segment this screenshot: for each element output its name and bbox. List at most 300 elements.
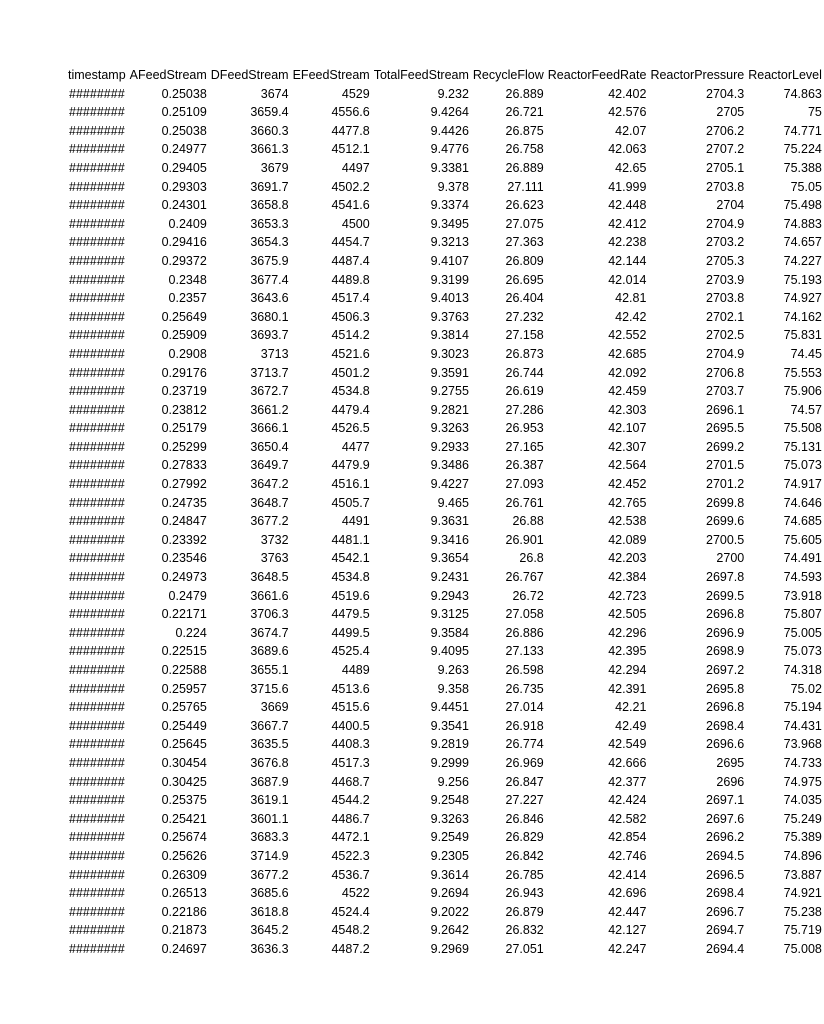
total-feed-stream-cell[interactable]: 9.2694 xyxy=(430,886,469,901)
reactor-pressure-cell[interactable]: 2699.2 xyxy=(706,439,745,454)
a-feed-stream-cell[interactable]: 0.25909 xyxy=(161,328,207,343)
reactor-pressure-cell[interactable]: 2696.5 xyxy=(706,867,745,882)
d-feed-stream-cell[interactable]: 3677.4 xyxy=(250,272,289,287)
recycle-flow-cell[interactable]: 26.847 xyxy=(505,774,544,789)
total-feed-stream-cell[interactable]: 9.263 xyxy=(437,663,469,677)
reactor-pressure-cell[interactable]: 2701.5 xyxy=(706,458,745,473)
total-feed-stream-cell[interactable]: 9.2305 xyxy=(430,848,469,863)
recycle-flow-cell[interactable]: 27.227 xyxy=(505,793,544,808)
recycle-flow-cell[interactable]: 26.72 xyxy=(512,588,544,603)
reactor-pressure-cell[interactable]: 2703.8 xyxy=(706,179,745,194)
a-feed-stream-cell[interactable]: 0.26513 xyxy=(161,886,207,901)
timestamp-cell[interactable]: ######## xyxy=(69,923,125,938)
reactor-feed-rate-cell[interactable]: 42.203 xyxy=(608,551,647,566)
reactor-level-cell[interactable]: 75.389 xyxy=(783,830,822,845)
timestamp-cell[interactable]: ######## xyxy=(69,755,125,770)
total-feed-stream-cell[interactable]: 9.3213 xyxy=(430,235,469,250)
d-feed-stream-cell[interactable]: 3618.8 xyxy=(250,904,289,919)
e-feed-stream-cell[interactable]: 4556.6 xyxy=(331,105,370,120)
reactor-pressure-cell[interactable]: 2703.2 xyxy=(706,235,745,250)
reactor-level-cell[interactable]: 75.008 xyxy=(783,941,822,956)
timestamp-cell[interactable]: ######## xyxy=(69,179,125,194)
a-feed-stream-cell[interactable]: 0.24973 xyxy=(161,570,207,585)
a-feed-stream-cell[interactable]: 0.25645 xyxy=(161,737,207,752)
d-feed-stream-cell[interactable]: 3645.2 xyxy=(250,923,289,938)
timestamp-cell[interactable]: ######## xyxy=(69,532,125,547)
timestamp-cell[interactable]: ######## xyxy=(69,607,125,622)
total-feed-stream-cell[interactable]: 9.2022 xyxy=(430,904,469,919)
reactor-pressure-cell[interactable]: 2703.7 xyxy=(706,384,745,399)
reactor-feed-rate-cell[interactable]: 42.395 xyxy=(608,644,647,659)
e-feed-stream-cell[interactable]: 4497 xyxy=(341,160,370,175)
e-feed-stream-cell[interactable]: 4534.8 xyxy=(331,570,370,585)
e-feed-stream-cell[interactable]: 4521.6 xyxy=(331,346,370,361)
recycle-flow-cell[interactable]: 26.889 xyxy=(505,86,544,101)
total-feed-stream-cell[interactable]: 9.4107 xyxy=(430,253,469,268)
a-feed-stream-cell[interactable]: 0.24977 xyxy=(161,142,207,157)
reactor-feed-rate-cell[interactable]: 42.666 xyxy=(608,755,647,770)
reactor-feed-rate-cell[interactable]: 42.576 xyxy=(608,105,647,120)
reactor-pressure-cell[interactable]: 2700.5 xyxy=(706,532,745,547)
reactor-pressure-cell[interactable]: 2706.8 xyxy=(706,365,745,380)
a-feed-stream-cell[interactable]: 0.23812 xyxy=(161,402,207,417)
e-feed-stream-cell[interactable]: 4472.1 xyxy=(331,830,370,845)
a-feed-stream-cell[interactable]: 0.23546 xyxy=(161,551,207,566)
recycle-flow-cell[interactable]: 27.165 xyxy=(505,439,544,454)
total-feed-stream-cell[interactable]: 9.2933 xyxy=(430,439,469,454)
e-feed-stream-cell[interactable]: 4505.7 xyxy=(331,495,370,510)
a-feed-stream-cell[interactable]: 0.2348 xyxy=(168,272,207,287)
reactor-level-cell[interactable]: 73.887 xyxy=(783,867,822,882)
e-feed-stream-cell[interactable]: 4541.6 xyxy=(331,198,370,213)
a-feed-stream-cell[interactable]: 0.29372 xyxy=(161,253,207,268)
reactor-level-cell[interactable]: 74.863 xyxy=(783,86,822,101)
timestamp-cell[interactable]: ######## xyxy=(69,681,125,696)
timestamp-cell[interactable]: ######## xyxy=(69,830,125,845)
e-feed-stream-cell[interactable]: 4516.1 xyxy=(331,477,370,492)
a-feed-stream-cell[interactable]: 0.224 xyxy=(175,625,207,640)
total-feed-stream-cell[interactable]: 9.2548 xyxy=(430,793,469,808)
reactor-pressure-cell[interactable]: 2704.3 xyxy=(706,86,745,101)
recycle-flow-cell[interactable]: 27.014 xyxy=(505,700,544,715)
reactor-pressure-cell[interactable]: 2696 xyxy=(716,774,745,789)
recycle-flow-cell[interactable]: 26.598 xyxy=(505,663,544,677)
d-feed-stream-cell[interactable]: 3683.3 xyxy=(250,830,289,845)
total-feed-stream-cell[interactable]: 9.4426 xyxy=(430,123,469,138)
total-feed-stream-cell[interactable]: 9.3495 xyxy=(430,216,469,231)
a-feed-stream-cell[interactable]: 0.25957 xyxy=(161,681,207,696)
reactor-level-cell[interactable]: 74.45 xyxy=(790,346,822,361)
reactor-feed-rate-cell[interactable]: 42.391 xyxy=(608,681,647,696)
a-feed-stream-cell[interactable]: 0.22515 xyxy=(161,644,207,659)
timestamp-cell[interactable]: ######## xyxy=(69,644,125,659)
d-feed-stream-cell[interactable]: 3653.3 xyxy=(250,216,289,231)
a-feed-stream-cell[interactable]: 0.29303 xyxy=(161,179,207,194)
total-feed-stream-cell[interactable]: 9.2819 xyxy=(430,737,469,752)
reactor-feed-rate-cell[interactable]: 42.296 xyxy=(608,625,647,640)
recycle-flow-cell[interactable]: 26.758 xyxy=(505,142,544,157)
recycle-flow-cell[interactable]: 27.363 xyxy=(505,235,544,250)
e-feed-stream-cell[interactable]: 4486.7 xyxy=(331,811,370,826)
reactor-level-cell[interactable]: 74.657 xyxy=(783,235,822,250)
reactor-feed-rate-cell[interactable]: 42.412 xyxy=(608,216,647,231)
reactor-feed-rate-cell[interactable]: 42.21 xyxy=(615,700,647,715)
reactor-pressure-cell[interactable]: 2704.9 xyxy=(706,216,745,231)
a-feed-stream-cell[interactable]: 0.29176 xyxy=(161,365,207,380)
column-header-total-feed-stream[interactable]: TotalFeedStream xyxy=(373,68,469,82)
e-feed-stream-cell[interactable]: 4500 xyxy=(341,216,370,231)
total-feed-stream-cell[interactable]: 9.378 xyxy=(437,179,469,194)
timestamp-cell[interactable]: ######## xyxy=(69,495,125,510)
reactor-level-cell[interactable]: 75.073 xyxy=(783,644,822,659)
d-feed-stream-cell[interactable]: 3713.7 xyxy=(250,365,289,380)
e-feed-stream-cell[interactable]: 4491 xyxy=(341,514,370,529)
timestamp-cell[interactable]: ######## xyxy=(69,402,125,417)
reactor-pressure-cell[interactable]: 2705 xyxy=(716,105,745,120)
a-feed-stream-cell[interactable]: 0.25038 xyxy=(161,86,207,101)
timestamp-cell[interactable]: ######## xyxy=(69,793,125,808)
d-feed-stream-cell[interactable]: 3648.5 xyxy=(250,570,289,585)
d-feed-stream-cell[interactable]: 3601.1 xyxy=(250,811,289,826)
reactor-level-cell[interactable]: 75.05 xyxy=(790,179,822,194)
reactor-level-cell[interactable]: 75.194 xyxy=(783,700,822,715)
a-feed-stream-cell[interactable]: 0.27833 xyxy=(161,458,207,473)
timestamp-cell[interactable]: ######## xyxy=(69,235,125,250)
a-feed-stream-cell[interactable]: 0.25765 xyxy=(161,700,207,715)
a-feed-stream-cell[interactable]: 0.25299 xyxy=(161,439,207,454)
e-feed-stream-cell[interactable]: 4548.2 xyxy=(331,923,370,938)
a-feed-stream-cell[interactable]: 0.25674 xyxy=(161,830,207,845)
timestamp-cell[interactable]: ######## xyxy=(69,198,125,213)
total-feed-stream-cell[interactable]: 9.2755 xyxy=(430,384,469,399)
reactor-feed-rate-cell[interactable]: 42.452 xyxy=(608,477,647,492)
reactor-pressure-cell[interactable]: 2696.7 xyxy=(706,904,745,919)
timestamp-cell[interactable]: ######## xyxy=(69,291,125,306)
recycle-flow-cell[interactable]: 26.889 xyxy=(505,160,544,175)
a-feed-stream-cell[interactable]: 0.22171 xyxy=(161,607,207,622)
total-feed-stream-cell[interactable]: 9.2549 xyxy=(430,830,469,845)
e-feed-stream-cell[interactable]: 4522 xyxy=(341,886,370,901)
timestamp-cell[interactable]: ######## xyxy=(69,328,125,343)
reactor-feed-rate-cell[interactable]: 42.414 xyxy=(608,867,647,882)
timestamp-cell[interactable]: ######## xyxy=(69,663,125,677)
a-feed-stream-cell[interactable]: 0.25109 xyxy=(161,105,207,120)
total-feed-stream-cell[interactable]: 9.2821 xyxy=(430,402,469,417)
recycle-flow-cell[interactable]: 26.623 xyxy=(505,198,544,213)
d-feed-stream-cell[interactable]: 3693.7 xyxy=(250,328,289,343)
reactor-level-cell[interactable]: 75.719 xyxy=(783,923,822,938)
a-feed-stream-cell[interactable]: 0.25375 xyxy=(161,793,207,808)
total-feed-stream-cell[interactable]: 9.3125 xyxy=(430,607,469,622)
reactor-feed-rate-cell[interactable]: 42.538 xyxy=(608,514,647,529)
e-feed-stream-cell[interactable]: 4501.2 xyxy=(331,365,370,380)
reactor-feed-rate-cell[interactable]: 42.014 xyxy=(608,272,647,287)
d-feed-stream-cell[interactable]: 3661.2 xyxy=(250,402,289,417)
reactor-level-cell[interactable]: 75.224 xyxy=(783,142,822,157)
reactor-feed-rate-cell[interactable]: 42.307 xyxy=(608,439,647,454)
timestamp-cell[interactable]: ######## xyxy=(69,458,125,473)
reactor-level-cell[interactable]: 74.975 xyxy=(783,774,822,789)
a-feed-stream-cell[interactable]: 0.25449 xyxy=(161,718,207,733)
total-feed-stream-cell[interactable]: 9.4264 xyxy=(430,105,469,120)
d-feed-stream-cell[interactable]: 3676.8 xyxy=(250,755,289,770)
e-feed-stream-cell[interactable]: 4519.6 xyxy=(331,588,370,603)
a-feed-stream-cell[interactable]: 0.24301 xyxy=(161,198,207,213)
total-feed-stream-cell[interactable]: 9.3374 xyxy=(430,198,469,213)
reactor-level-cell[interactable]: 74.318 xyxy=(783,663,822,677)
reactor-level-cell[interactable]: 75.605 xyxy=(783,532,822,547)
reactor-feed-rate-cell[interactable]: 42.459 xyxy=(608,384,647,399)
a-feed-stream-cell[interactable]: 0.26309 xyxy=(161,867,207,882)
a-feed-stream-cell[interactable]: 0.29416 xyxy=(161,235,207,250)
recycle-flow-cell[interactable]: 27.058 xyxy=(505,607,544,622)
reactor-level-cell[interactable]: 74.883 xyxy=(783,216,822,231)
timestamp-cell[interactable]: ######## xyxy=(69,848,125,863)
recycle-flow-cell[interactable]: 26.918 xyxy=(505,718,544,733)
reactor-level-cell[interactable]: 74.921 xyxy=(783,886,822,901)
e-feed-stream-cell[interactable]: 4479.9 xyxy=(331,458,370,473)
d-feed-stream-cell[interactable]: 3666.1 xyxy=(250,421,289,436)
recycle-flow-cell[interactable]: 26.842 xyxy=(505,848,544,863)
total-feed-stream-cell[interactable]: 9.4227 xyxy=(430,477,469,492)
timestamp-cell[interactable]: ######## xyxy=(69,700,125,715)
reactor-pressure-cell[interactable]: 2697.2 xyxy=(706,663,745,677)
reactor-level-cell[interactable]: 74.685 xyxy=(783,514,822,529)
reactor-level-cell[interactable]: 75.238 xyxy=(783,904,822,919)
reactor-pressure-cell[interactable]: 2696.8 xyxy=(706,700,745,715)
reactor-level-cell[interactable]: 74.162 xyxy=(783,309,822,324)
a-feed-stream-cell[interactable]: 0.22186 xyxy=(161,904,207,919)
recycle-flow-cell[interactable]: 26.875 xyxy=(505,123,544,138)
total-feed-stream-cell[interactable]: 9.2431 xyxy=(430,570,469,585)
recycle-flow-cell[interactable]: 26.735 xyxy=(505,681,544,696)
reactor-pressure-cell[interactable]: 2704 xyxy=(716,198,745,213)
reactor-pressure-cell[interactable]: 2697.1 xyxy=(706,793,745,808)
total-feed-stream-cell[interactable]: 9.2943 xyxy=(430,588,469,603)
e-feed-stream-cell[interactable]: 4477.8 xyxy=(331,123,370,138)
d-feed-stream-cell[interactable]: 3647.2 xyxy=(250,477,289,492)
recycle-flow-cell[interactable]: 26.744 xyxy=(505,365,544,380)
a-feed-stream-cell[interactable]: 0.25626 xyxy=(161,848,207,863)
recycle-flow-cell[interactable]: 26.886 xyxy=(505,625,544,640)
a-feed-stream-cell[interactable]: 0.2409 xyxy=(168,216,207,231)
reactor-feed-rate-cell[interactable]: 41.999 xyxy=(608,179,647,194)
d-feed-stream-cell[interactable]: 3732 xyxy=(260,532,289,547)
recycle-flow-cell[interactable]: 27.232 xyxy=(505,309,544,324)
timestamp-cell[interactable]: ######## xyxy=(69,477,125,492)
recycle-flow-cell[interactable]: 27.051 xyxy=(505,941,544,956)
e-feed-stream-cell[interactable]: 4526.5 xyxy=(331,421,370,436)
reactor-level-cell[interactable]: 74.733 xyxy=(783,755,822,770)
e-feed-stream-cell[interactable]: 4487.2 xyxy=(331,941,370,956)
reactor-feed-rate-cell[interactable]: 42.564 xyxy=(608,458,647,473)
timestamp-cell[interactable]: ######## xyxy=(69,941,125,956)
timestamp-cell[interactable]: ######## xyxy=(69,346,125,361)
e-feed-stream-cell[interactable]: 4544.2 xyxy=(331,793,370,808)
a-feed-stream-cell[interactable]: 0.25038 xyxy=(161,123,207,138)
reactor-feed-rate-cell[interactable]: 42.582 xyxy=(608,811,647,826)
column-header-recycle-flow[interactable]: RecycleFlow xyxy=(472,68,544,82)
reactor-level-cell[interactable]: 75.02 xyxy=(790,681,822,696)
total-feed-stream-cell[interactable]: 9.3486 xyxy=(430,458,469,473)
recycle-flow-cell[interactable]: 26.846 xyxy=(505,811,544,826)
reactor-feed-rate-cell[interactable]: 42.402 xyxy=(608,86,647,101)
reactor-level-cell[interactable]: 74.771 xyxy=(783,123,822,138)
reactor-feed-rate-cell[interactable]: 42.552 xyxy=(608,328,647,343)
a-feed-stream-cell[interactable]: 0.22588 xyxy=(161,663,207,677)
reactor-pressure-cell[interactable]: 2696.6 xyxy=(706,737,745,752)
reactor-feed-rate-cell[interactable]: 42.07 xyxy=(615,123,647,138)
a-feed-stream-cell[interactable]: 0.2479 xyxy=(168,588,207,603)
d-feed-stream-cell[interactable]: 3649.7 xyxy=(250,458,289,473)
recycle-flow-cell[interactable]: 26.695 xyxy=(505,272,544,287)
timestamp-cell[interactable]: ######## xyxy=(69,737,125,752)
d-feed-stream-cell[interactable]: 3658.8 xyxy=(250,198,289,213)
total-feed-stream-cell[interactable]: 9.3631 xyxy=(430,514,469,529)
a-feed-stream-cell[interactable]: 0.29405 xyxy=(161,160,207,175)
recycle-flow-cell[interactable]: 26.767 xyxy=(505,570,544,585)
reactor-pressure-cell[interactable]: 2695.5 xyxy=(706,421,745,436)
a-feed-stream-cell[interactable]: 0.24697 xyxy=(161,941,207,956)
d-feed-stream-cell[interactable]: 3674 xyxy=(260,86,289,101)
reactor-level-cell[interactable]: 73.968 xyxy=(783,737,822,752)
d-feed-stream-cell[interactable]: 3635.5 xyxy=(250,737,289,752)
e-feed-stream-cell[interactable]: 4479.5 xyxy=(331,607,370,622)
reactor-level-cell[interactable]: 75.831 xyxy=(783,328,822,343)
reactor-pressure-cell[interactable]: 2697.8 xyxy=(706,570,745,585)
d-feed-stream-cell[interactable]: 3661.6 xyxy=(250,588,289,603)
timestamp-cell[interactable]: ######## xyxy=(69,774,125,789)
timestamp-cell[interactable]: ######## xyxy=(69,551,125,566)
total-feed-stream-cell[interactable]: 9.3814 xyxy=(430,328,469,343)
a-feed-stream-cell[interactable]: 0.24847 xyxy=(161,514,207,529)
total-feed-stream-cell[interactable]: 9.256 xyxy=(437,774,469,789)
e-feed-stream-cell[interactable]: 4514.2 xyxy=(331,328,370,343)
reactor-feed-rate-cell[interactable]: 42.447 xyxy=(608,904,647,919)
a-feed-stream-cell[interactable]: 0.25421 xyxy=(161,811,207,826)
reactor-feed-rate-cell[interactable]: 42.65 xyxy=(615,160,647,175)
total-feed-stream-cell[interactable]: 9.2999 xyxy=(430,755,469,770)
d-feed-stream-cell[interactable]: 3660.3 xyxy=(250,123,289,138)
reactor-level-cell[interactable]: 74.491 xyxy=(783,551,822,566)
e-feed-stream-cell[interactable]: 4513.6 xyxy=(331,681,370,696)
reactor-level-cell[interactable]: 74.227 xyxy=(783,253,822,268)
reactor-level-cell[interactable]: 75.193 xyxy=(783,272,822,287)
d-feed-stream-cell[interactable]: 3654.3 xyxy=(250,235,289,250)
recycle-flow-cell[interactable]: 26.8 xyxy=(519,551,544,566)
recycle-flow-cell[interactable]: 27.111 xyxy=(507,179,544,194)
recycle-flow-cell[interactable]: 27.158 xyxy=(505,328,544,343)
d-feed-stream-cell[interactable]: 3714.9 xyxy=(250,848,289,863)
a-feed-stream-cell[interactable]: 0.2908 xyxy=(168,346,207,361)
reactor-feed-rate-cell[interactable]: 42.723 xyxy=(608,588,647,603)
column-header-reactor-feed-rate[interactable]: ReactorFeedRate xyxy=(547,68,647,82)
a-feed-stream-cell[interactable]: 0.2357 xyxy=(168,291,207,306)
recycle-flow-cell[interactable]: 26.809 xyxy=(505,253,544,268)
recycle-flow-cell[interactable]: 26.953 xyxy=(505,421,544,436)
reactor-pressure-cell[interactable]: 2694.5 xyxy=(706,848,745,863)
d-feed-stream-cell[interactable]: 3669 xyxy=(260,700,289,715)
timestamp-cell[interactable]: ######## xyxy=(69,514,125,529)
timestamp-cell[interactable]: ######## xyxy=(69,384,125,399)
d-feed-stream-cell[interactable]: 3636.3 xyxy=(250,941,289,956)
e-feed-stream-cell[interactable]: 4517.4 xyxy=(331,291,370,306)
reactor-feed-rate-cell[interactable]: 42.696 xyxy=(608,886,647,901)
recycle-flow-cell[interactable]: 26.619 xyxy=(505,384,544,399)
total-feed-stream-cell[interactable]: 9.3763 xyxy=(430,309,469,324)
total-feed-stream-cell[interactable]: 9.358 xyxy=(437,681,469,696)
total-feed-stream-cell[interactable]: 9.465 xyxy=(437,495,469,510)
e-feed-stream-cell[interactable]: 4525.4 xyxy=(331,644,370,659)
timestamp-cell[interactable]: ######## xyxy=(69,904,125,919)
d-feed-stream-cell[interactable]: 3667.7 xyxy=(250,718,289,733)
total-feed-stream-cell[interactable]: 9.2642 xyxy=(430,923,469,938)
column-header-e-feed-stream[interactable]: EFeedStream xyxy=(292,68,370,82)
timestamp-cell[interactable]: ######## xyxy=(69,309,125,324)
recycle-flow-cell[interactable]: 26.774 xyxy=(505,737,544,752)
reactor-feed-rate-cell[interactable]: 42.505 xyxy=(608,607,647,622)
a-feed-stream-cell[interactable]: 0.25179 xyxy=(161,421,207,436)
reactor-level-cell[interactable]: 75.073 xyxy=(783,458,822,473)
e-feed-stream-cell[interactable]: 4477 xyxy=(341,439,370,454)
timestamp-cell[interactable]: ######## xyxy=(69,123,125,138)
d-feed-stream-cell[interactable]: 3648.7 xyxy=(250,495,289,510)
recycle-flow-cell[interactable]: 27.093 xyxy=(505,477,544,492)
total-feed-stream-cell[interactable]: 9.3199 xyxy=(430,272,469,287)
recycle-flow-cell[interactable]: 26.969 xyxy=(505,755,544,770)
reactor-feed-rate-cell[interactable]: 42.384 xyxy=(608,570,647,585)
reactor-level-cell[interactable]: 74.57 xyxy=(790,402,822,417)
reactor-level-cell[interactable]: 75.508 xyxy=(783,421,822,436)
e-feed-stream-cell[interactable]: 4512.1 xyxy=(331,142,370,157)
timestamp-cell[interactable]: ######## xyxy=(69,718,125,733)
e-feed-stream-cell[interactable]: 4489 xyxy=(341,663,370,677)
reactor-pressure-cell[interactable]: 2705.1 xyxy=(706,160,745,175)
recycle-flow-cell[interactable]: 27.286 xyxy=(505,402,544,417)
d-feed-stream-cell[interactable]: 3680.1 xyxy=(250,309,289,324)
e-feed-stream-cell[interactable]: 4468.7 xyxy=(331,774,370,789)
total-feed-stream-cell[interactable]: 9.2969 xyxy=(430,941,469,956)
timestamp-cell[interactable]: ######## xyxy=(69,886,125,901)
total-feed-stream-cell[interactable]: 9.4776 xyxy=(430,142,469,157)
timestamp-cell[interactable]: ######## xyxy=(69,105,125,120)
e-feed-stream-cell[interactable]: 4529 xyxy=(341,86,370,101)
a-feed-stream-cell[interactable]: 0.23392 xyxy=(161,532,207,547)
timestamp-cell[interactable]: ######## xyxy=(69,216,125,231)
a-feed-stream-cell[interactable]: 0.27992 xyxy=(161,477,207,492)
reactor-pressure-cell[interactable]: 2701.2 xyxy=(706,477,745,492)
reactor-pressure-cell[interactable]: 2699.8 xyxy=(706,495,745,510)
column-header-timestamp[interactable]: timestamp xyxy=(68,68,126,82)
reactor-level-cell[interactable]: 74.896 xyxy=(783,848,822,863)
total-feed-stream-cell[interactable]: 9.4013 xyxy=(430,291,469,306)
e-feed-stream-cell[interactable]: 4524.4 xyxy=(331,904,370,919)
column-header-d-feed-stream[interactable]: DFeedStream xyxy=(210,68,289,82)
e-feed-stream-cell[interactable]: 4487.4 xyxy=(331,253,370,268)
reactor-feed-rate-cell[interactable]: 42.746 xyxy=(608,848,647,863)
a-feed-stream-cell[interactable]: 0.21873 xyxy=(161,923,207,938)
total-feed-stream-cell[interactable]: 9.3614 xyxy=(430,867,469,882)
e-feed-stream-cell[interactable]: 4408.3 xyxy=(331,737,370,752)
reactor-level-cell[interactable]: 74.431 xyxy=(783,718,822,733)
e-feed-stream-cell[interactable]: 4506.3 xyxy=(331,309,370,324)
reactor-pressure-cell[interactable]: 2697.6 xyxy=(706,811,745,826)
d-feed-stream-cell[interactable]: 3672.7 xyxy=(250,384,289,399)
e-feed-stream-cell[interactable]: 4517.3 xyxy=(331,755,370,770)
d-feed-stream-cell[interactable]: 3677.2 xyxy=(250,867,289,882)
reactor-pressure-cell[interactable]: 2707.2 xyxy=(706,142,745,157)
e-feed-stream-cell[interactable]: 4479.4 xyxy=(331,402,370,417)
